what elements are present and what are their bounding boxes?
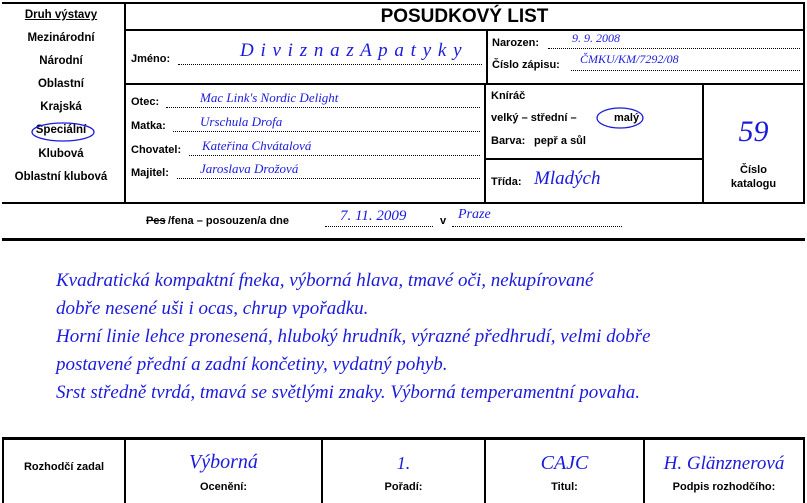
breed-size-selected: malý (614, 112, 640, 124)
show-type-klubova: Klubová (38, 148, 84, 160)
breed-size-options: velký – střední – (491, 112, 577, 124)
catalog-label-line2: katalogu (730, 178, 777, 190)
judge-signature: H. Glänznerová (663, 453, 785, 474)
place-line (452, 226, 622, 227)
class-value: Mladých (534, 168, 601, 189)
place-label: v (440, 215, 447, 227)
show-type-krajska: Krajská (40, 101, 82, 113)
selected-show-type-circle (30, 120, 96, 144)
show-type-specialni: Speciální (35, 124, 87, 136)
judged-text: /fena – posouzen/a dne (168, 215, 290, 227)
date-line (325, 226, 433, 227)
title-underline (124, 29, 805, 31)
catalog-label-line1: Číslo (740, 164, 767, 176)
color-label: Barva: (491, 135, 526, 147)
title-label: Titul: (551, 481, 578, 493)
mother-name: Urschula Drofa (200, 114, 283, 129)
evaluation-line-3: Horní linie lehce pronesená, hluboký hrudník, výrazné předhrudí, velmi dobře (56, 326, 651, 347)
class-label: Třída: (491, 176, 522, 188)
left-column-divider (124, 2, 126, 204)
footer-right-border (803, 437, 805, 503)
breeder-name: Kateřina Chvátalová (202, 138, 312, 153)
size-selection-circle (595, 105, 645, 131)
show-types-heading: Druh výstavy (24, 9, 98, 21)
signature-label: Podpis rozhodčího: (672, 481, 776, 493)
name-line (178, 64, 482, 65)
owner-label: Majitel: (131, 167, 169, 179)
grade-label: Ocenění: (199, 481, 248, 493)
show-type-oblastni: Oblastní (37, 78, 84, 90)
born-date: 9. 9. 2008 (572, 31, 620, 45)
breeder-line (189, 155, 480, 156)
registry-label: Číslo zápisu: (492, 59, 560, 71)
judging-date: 7. 11. 2009 (340, 208, 407, 224)
born-line (548, 48, 800, 49)
sex-struck: Pes (146, 215, 166, 227)
name-label: Jméno: (131, 53, 171, 65)
rank-label: Pořadí: (384, 481, 423, 493)
breeder-label: Chovatel: (131, 144, 182, 156)
born-divider (486, 29, 488, 84)
father-label: Otec: (131, 96, 160, 108)
born-label: Narozen: (492, 37, 540, 49)
footer-top-line (2, 437, 805, 440)
rank-value: 1. (396, 453, 411, 473)
mother-line (173, 131, 480, 132)
grade-value: Výborná (189, 451, 258, 473)
show-type-mezinarodni: Mezinárodní (27, 32, 95, 44)
title-value: CAJC (540, 452, 589, 474)
right-border (803, 2, 805, 204)
judge-gave-label: Rozhodčí zadal (23, 461, 105, 473)
evaluation-line-4: postavené přední a zadní končetiny, vydatný pohyb. (56, 354, 448, 375)
breed-left-divider (484, 83, 486, 202)
page-title: POSUDKOVÝ LIST (380, 6, 549, 27)
class-top-line (484, 158, 704, 160)
father-line (166, 107, 480, 108)
evaluation-line-2: dobře nesené uši i ocas, chrup vpořadku. (56, 298, 369, 319)
father-name: Mac Link's Nordic Delight (200, 90, 339, 105)
registry-number: ČMKU/KM/7292/08 (580, 52, 679, 66)
dog-name: D i v i z n a z A p a t y k y (240, 40, 463, 61)
catalog-number: 59 (738, 115, 769, 148)
judging-bottom-line (2, 238, 805, 241)
registry-line (571, 70, 800, 71)
header-bottom-line (2, 202, 805, 204)
mother-label: Matka: (131, 120, 166, 132)
owner-name: Jaroslava Drožová (200, 161, 299, 176)
color-value: pepř a sůl (534, 135, 586, 147)
evaluation-line-5: Srst středně tvrdá, tmavá se světlými znaky. Výborná temperamentní povaha. (56, 382, 640, 403)
evaluation-line-1: Kvadratická kompaktní fneka, výborná hlava, tmavé oči, nekupírované (56, 270, 594, 291)
judging-place: Praze (458, 207, 491, 222)
show-type-narodni: Národní (39, 55, 83, 67)
breed-name: Kníráč (491, 90, 526, 102)
owner-line (177, 178, 480, 179)
show-type-oblastni-klubova: Oblastní klubová (14, 171, 108, 183)
